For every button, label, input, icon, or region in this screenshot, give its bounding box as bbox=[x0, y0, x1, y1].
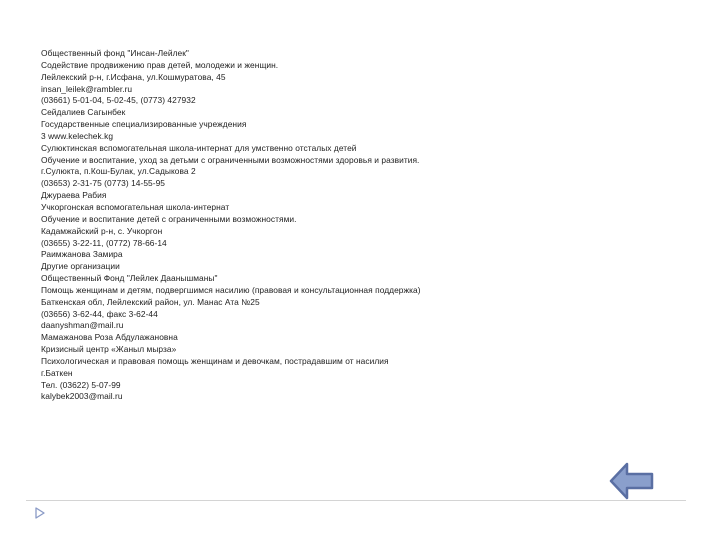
text-line: daanyshman@mail.ru bbox=[41, 320, 124, 331]
text-line: Баткенская обл, Лейлекский район, ул. Манас Ата №25 bbox=[41, 296, 260, 307]
text-line: Лейлекский р-н, г.Исфана, ул.Кошмуратова, 45 bbox=[41, 71, 226, 82]
text-line: Кризисный центр «Жаныл мырза» bbox=[41, 344, 177, 355]
back-button[interactable] bbox=[608, 460, 656, 502]
text-line: Помощь женщинам и детям, подвергшимся насилию (правовая и консультационная поддержка) bbox=[41, 284, 421, 295]
text-line: Обучение и воспитание, уход за детьми с ограниченными возможностями здоровья и развития. bbox=[41, 154, 420, 165]
text-line: Обучение и воспитание детей с ограниченными возможностями. bbox=[41, 213, 297, 224]
text-line: Сулюктинская вспомогательная школа-интернат для умственно отсталых детей bbox=[41, 142, 357, 153]
text-line: Другие организации bbox=[41, 261, 120, 272]
text-line: insan_leilek@rambler.ru bbox=[41, 83, 133, 94]
text-line: Психологическая и правовая помощь женщинам и девочкам, пострадавшим от насилия bbox=[41, 355, 389, 366]
footer-divider bbox=[26, 500, 686, 501]
text-line: 3 www.kelechek.kg bbox=[41, 130, 114, 141]
text-line: Общественный Фонд "Лейлек Даанышманы" bbox=[41, 273, 218, 284]
text-line: (03656) 3-62-44, факс 3-62-44 bbox=[41, 308, 158, 319]
text-line: kalybek2003@mail.ru bbox=[41, 391, 123, 402]
text-line: (03653) 2-31-75 (0773) 14-55-95 bbox=[41, 178, 165, 189]
back-arrow-icon bbox=[608, 460, 656, 502]
text-line: Раимжанова Замира bbox=[41, 249, 123, 260]
text-line: (03655) 3-22-11, (0772) 78-66-14 bbox=[41, 237, 167, 248]
text-line: Государственные специализированные учреждения bbox=[41, 119, 247, 130]
text-line: (03661) 5-01-04, 5-02-45, (0773) 427932 bbox=[41, 95, 196, 106]
text-line: Учкоргонская вспомогательная школа-интернат bbox=[41, 201, 230, 212]
triangle-bullet-icon bbox=[35, 507, 45, 519]
text-line: Тел. (03622) 5-07-99 bbox=[41, 379, 121, 390]
text-line: Сейдалиев Сагынбек bbox=[41, 107, 126, 118]
text-line: Кадамжайский р-н, с. Учкоргон bbox=[41, 225, 163, 236]
document-text bbox=[41, 48, 701, 403]
text-line: Мамажанова Роза Абдулажановна bbox=[41, 332, 178, 343]
text-line: Общественный фонд "Инсан-Лейлек" bbox=[41, 48, 189, 58]
text-line: г.Баткен bbox=[41, 367, 73, 378]
text-line: Джураева Рабия bbox=[41, 190, 107, 201]
text-line: г.Сулюкта, п.Кош-Булак, ул.Садыкова 2 bbox=[41, 166, 196, 177]
text-line: Содействие продвижению прав детей, молодежи и женщин. bbox=[41, 59, 279, 70]
